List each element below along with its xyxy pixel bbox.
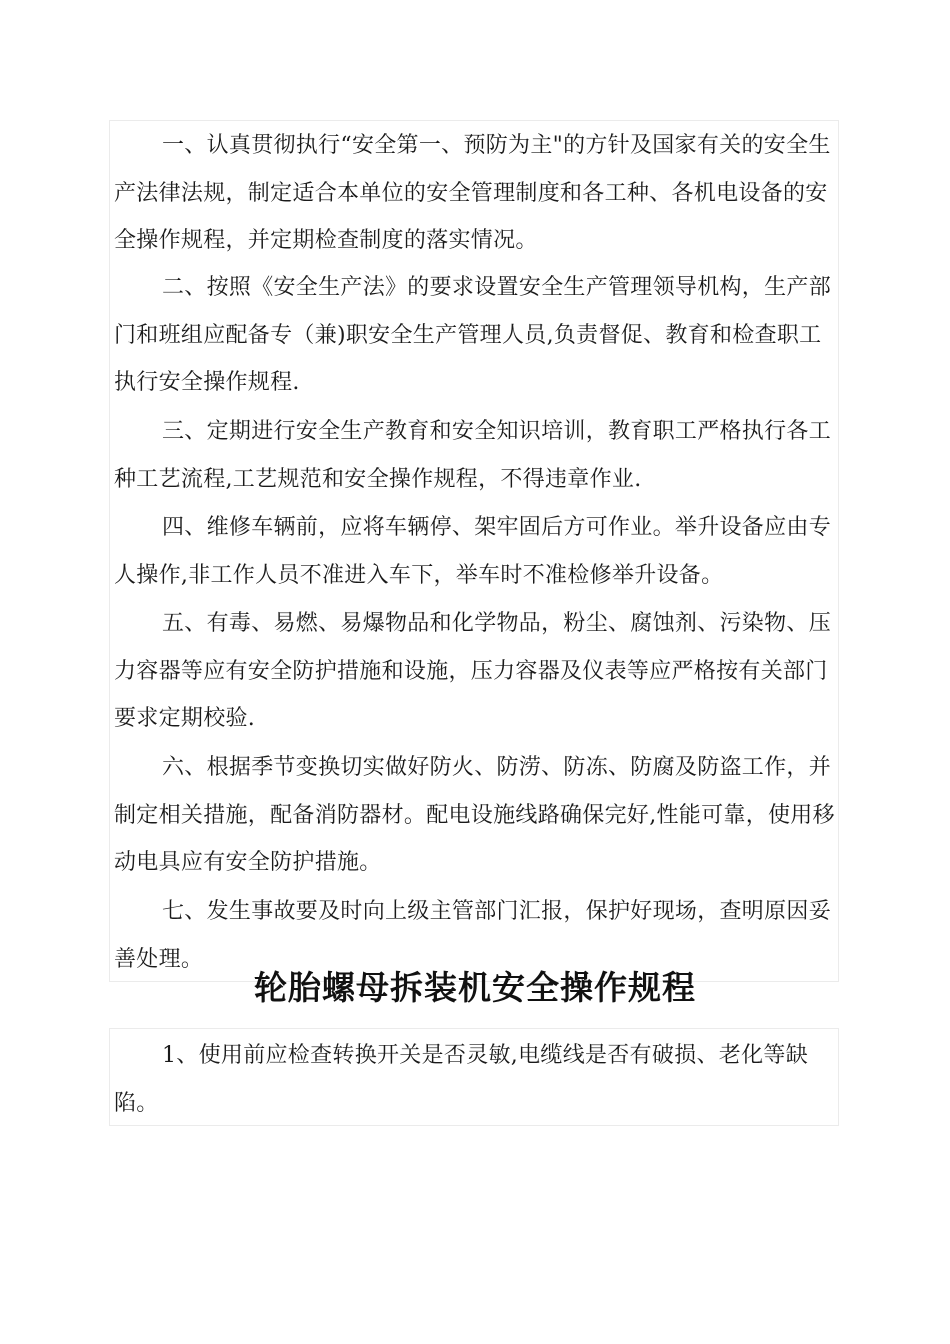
paragraph-6: 六、根据季节变换切实做好防火、防涝、防冻、防腐及防盗工作，并制定相关措施，配备消防器材。配电设施线路确保完好,性能可靠，使用移动电具应有安全防护措施。 <box>114 755 835 875</box>
paragraph-4: 四、维修车辆前，应将车辆停、架牢固后方可作业。举升设备应由专人操作,非工作人员不准进入车下，举车时不准检修举升设备。 <box>114 515 832 588</box>
section-title: 轮胎螺母拆装机安全操作规程 <box>254 968 696 1007</box>
paragraph-2: 二、按照《安全生产法》的要求设置安全生产管理领导机构，生产部门和班组应配备专（兼)职安全生产管理人员,负责督促、教育和检查职工执行安全操作规程. <box>114 275 832 395</box>
paragraph-5: 五、有毒、易燃、易爆物品和化学物品，粉尘、腐蚀剂、污染物、压力容器等应有安全防护措施和设施，压力容器及仪表等应严格按有关部门要求定期校验. <box>114 611 832 731</box>
paragraph-3: 三、定期进行安全生产教育和安全知识培训，教育职工严格执行各工种工艺流程,工艺规范和安全操作规程，不得违章作业. <box>114 419 832 492</box>
paragraph-1: 一、认真贯彻执行“安全第一、预防为主"的方针及国家有关的安全生产法律法规，制定适合本单位的安全管理制度和各工种、各机电设备的安全操作规程，并定期检查制度的落实情况。 <box>114 133 831 253</box>
section-paragraph-1: 1、使用前应检查转换开关是否灵敏,电缆线是否有破损、老化等缺陷。 <box>114 1043 808 1116</box>
paragraph-7: 七、发生事故要及时向上级主管部门汇报，保护好现场，查明原因妥善处理。 <box>114 899 832 972</box>
